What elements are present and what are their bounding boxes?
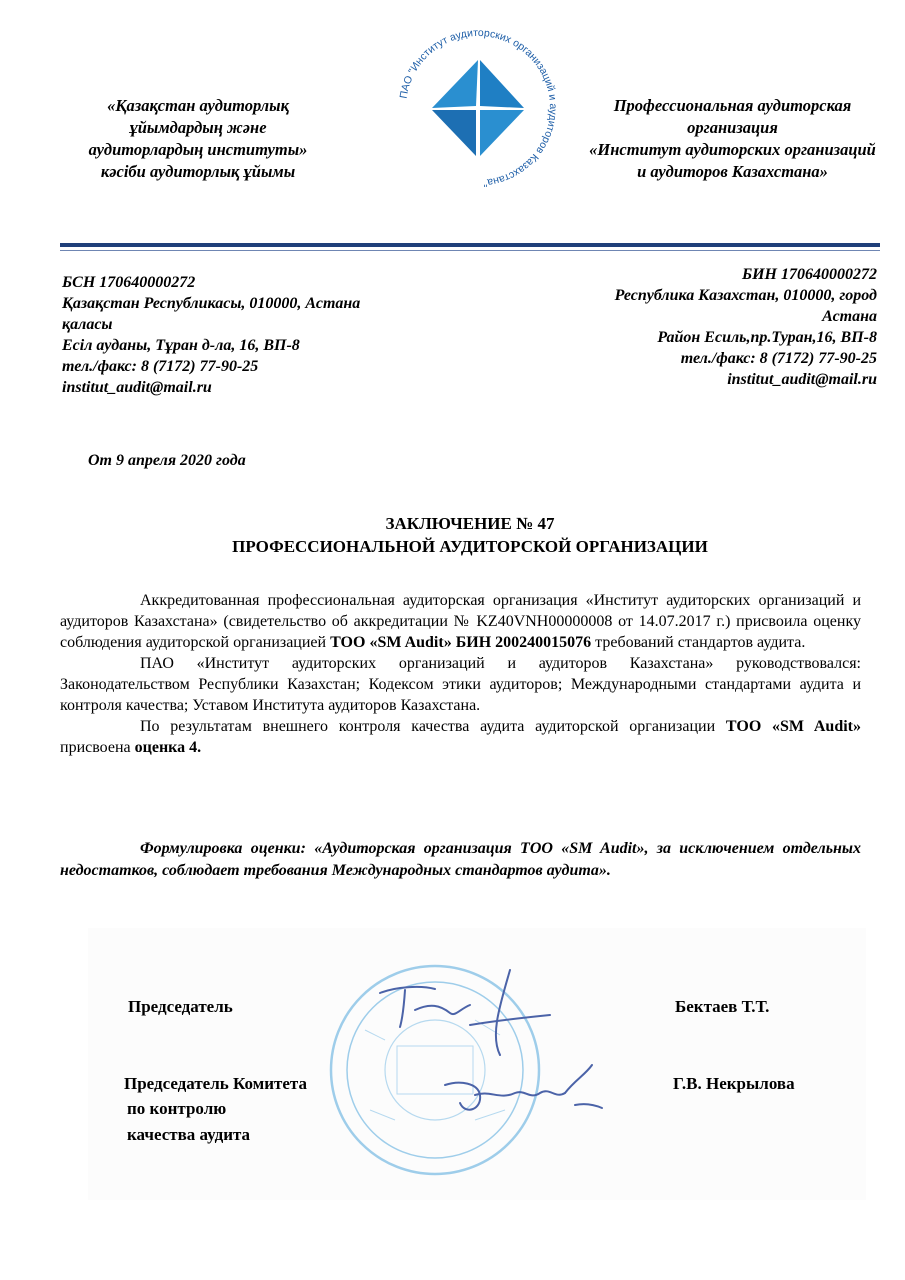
header-left-line: аудиторлардың институты» <box>88 140 308 159</box>
header-left-line: «Қазақстан аудиторлық <box>107 96 289 115</box>
document-body <box>60 590 861 758</box>
assessment-formulation: Формулировка оценки: «Аудиторская организация ТОО «SM Audit», за исключением отдельных недостатков, соблюдает требования Международных стандартов аудита». <box>60 840 861 879</box>
document-date: От 9 апреля 2020 года <box>88 452 246 469</box>
header-divider <box>60 243 880 247</box>
company-name: ТОО «SM Audit» <box>725 718 862 735</box>
address-line: Қазақстан Республикасы, 010000, Астана <box>62 295 361 312</box>
paragraph-1: Аккредитованная профессиональная аудиторская организация «Институт аудиторских организаций и аудиторов Казахстана» (свидетельство об аккредитации № KZ40VNH00000008 от 14.07.2017 г.) присвоила оценку соблюдения аудиторской организацией ТОО «SM Audit» БИН 200240015076 требований стандартов аудита. <box>60 592 861 651</box>
chairman-role: Председатель <box>128 997 233 1016</box>
company-name: ТОО «SM Audit» БИН 200240015076 <box>330 634 592 651</box>
logo-ring-text: ПАО "Институт аудиторских организаций и аудиторов Казахстана" <box>397 26 560 189</box>
address-line: Астана <box>822 308 877 325</box>
header-right-line: и аудиторов Казахстана» <box>637 162 828 181</box>
header-kazakh-org-name <box>62 95 334 183</box>
address-block-russian <box>540 264 877 390</box>
header-right-line: организация <box>687 118 778 137</box>
address-line: қаласы <box>62 316 113 333</box>
address-line: Республика Казахстан, 010000, город <box>614 287 877 304</box>
email-line: institut_audit@mail.ru <box>62 379 212 396</box>
bin-line: БИН 170640000272 <box>741 266 877 283</box>
address-line: Есіл ауданы, Тұран д-ла, 16, ВП-8 <box>62 337 300 354</box>
logo-diamond-icon <box>432 60 524 156</box>
header-right-line: Профессиональная аудиторская <box>613 96 852 115</box>
signatures-handwritten <box>360 965 620 1135</box>
header-divider-thin <box>60 250 880 251</box>
bsn-line: БСН 170640000272 <box>62 274 196 291</box>
assessment-grade: оценка 4. <box>134 739 202 756</box>
header-left-line: кәсіби аудиторлық ұйымы <box>100 162 296 181</box>
header-right-line: «Институт аудиторских организаций <box>589 140 876 159</box>
email-line: institut_audit@mail.ru <box>727 371 877 388</box>
committee-chair-name: Г.В. Некрылова <box>673 1074 795 1093</box>
address-line: Район Есиль,пр.Туран,16, ВП-8 <box>657 329 877 346</box>
committee-chair-role: по контролю <box>127 1099 227 1118</box>
header-russian-org-name <box>570 95 895 183</box>
institute-logo <box>388 18 568 198</box>
header-left-line: ұйымдардың және <box>129 118 267 137</box>
chairman-name: Бектаев Т.Т. <box>675 997 770 1016</box>
paragraph-2: ПАО «Институт аудиторских организаций и аудиторов Казахстана» руководствовался: Законодательством Республики Казахстан; Кодексом этики аудиторов; Международными стандартами аудита и контроля качества; Уставом Института аудиторов Казахстана. <box>60 655 861 714</box>
title-line-2: ПРОФЕССИОНАЛЬНОЙ АУДИТОРСКОЙ ОРГАНИЗАЦИИ <box>232 537 708 556</box>
title-line-1: ЗАКЛЮЧЕНИЕ № 47 <box>385 514 555 533</box>
paragraph-3: По результатам внешнего контроля качества аудита аудиторской организации ТОО «SM Audit» присвоена оценка 4. <box>60 718 862 756</box>
phone-line: тел./факс: 8 (7172) 77-90-25 <box>680 350 877 367</box>
committee-chair-role: Председатель Комитета <box>124 1074 307 1093</box>
phone-line: тел./факс: 8 (7172) 77-90-25 <box>62 358 259 375</box>
committee-chair-role: качества аудита <box>127 1125 251 1144</box>
address-block-kazakh <box>62 272 422 398</box>
document-title <box>60 512 880 558</box>
